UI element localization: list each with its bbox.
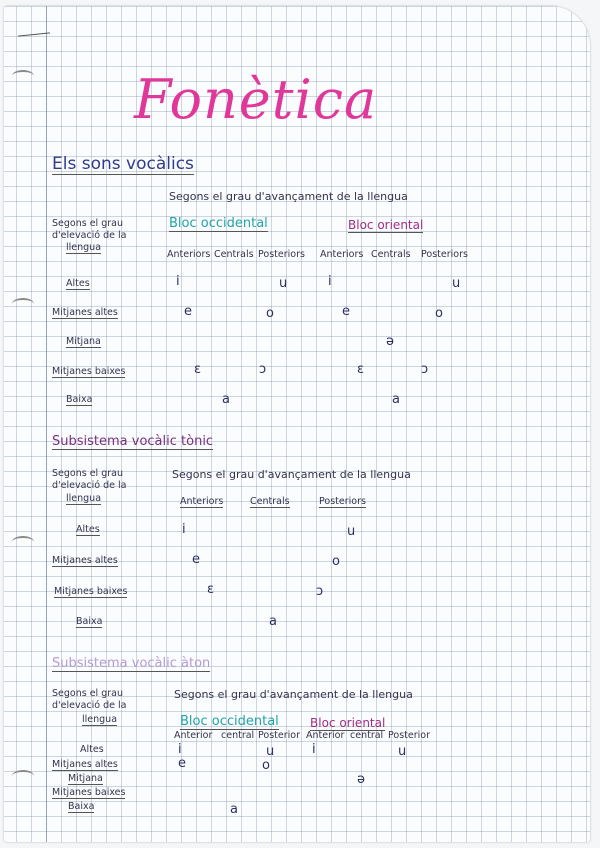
row-group-header: d'elevació de la xyxy=(52,230,127,241)
row-label: Altes xyxy=(66,278,90,289)
row-group-header: Segons el grau xyxy=(52,218,123,229)
section-heading: Els sons vocàlics xyxy=(52,154,194,174)
vowel-symbol: o xyxy=(435,306,443,321)
column-group-header: Segons el grau d'avançament de la llengua xyxy=(172,468,411,481)
vowel-symbol: o xyxy=(332,554,340,569)
vowel-symbol: i xyxy=(328,274,332,289)
column-group-header: Segons el grau d'avançament de la llengua xyxy=(169,190,408,203)
vowel-symbol: ɔ xyxy=(259,362,267,377)
section-heading: Subsistema vocàlic àton xyxy=(52,656,211,671)
row-group-header: llengua xyxy=(66,493,102,504)
column-label: Centrals xyxy=(371,249,411,260)
row-group-header: llengua xyxy=(82,714,118,725)
column-label: Posteriors xyxy=(319,496,366,507)
vowel-symbol: e xyxy=(178,756,186,771)
vowel-symbol: ə xyxy=(386,334,394,349)
block-label-west: Bloc occidental xyxy=(180,714,279,729)
vowel-symbol: u xyxy=(398,744,407,759)
vowel-symbol: i xyxy=(182,522,186,537)
row-group-header: Segons el grau xyxy=(52,468,123,479)
row-label: Mitjanes altes xyxy=(52,307,118,318)
vowel-symbol: u xyxy=(347,524,356,539)
row-label: Mitjana xyxy=(68,773,103,784)
vowel-symbol: o xyxy=(262,758,270,773)
binder-hole-mark xyxy=(12,298,34,310)
section-heading: Subsistema vocàlic tònic xyxy=(52,434,214,449)
block-label-west: Bloc occidental xyxy=(169,216,268,231)
block-label-east: Bloc oriental xyxy=(348,218,424,232)
notebook-page xyxy=(4,6,590,842)
row-group-header: Segons el grau xyxy=(52,688,123,699)
row-label: Mitjanes baixes xyxy=(54,586,128,597)
column-label: Centrals xyxy=(250,496,290,507)
vowel-symbol: ɔ xyxy=(421,362,429,377)
vowel-symbol: e xyxy=(184,304,192,319)
row-label: Mitjanes altes xyxy=(52,555,118,566)
vowel-symbol: ə xyxy=(357,772,365,787)
column-label: Posterior xyxy=(258,730,300,741)
column-label: Anteriors xyxy=(180,496,224,507)
row-group-header: llengua xyxy=(66,242,102,253)
column-label: Posteriors xyxy=(258,249,305,260)
row-label: Baixa xyxy=(68,801,95,812)
vowel-symbol: o xyxy=(266,306,274,321)
column-label: central xyxy=(350,730,384,741)
column-label: Posterior xyxy=(388,730,430,741)
column-label: Anteriors xyxy=(167,249,211,260)
vowel-symbol: u xyxy=(452,276,461,291)
block-label-east: Bloc oriental xyxy=(310,716,386,730)
vowel-symbol: ɔ xyxy=(316,584,324,599)
vowel-symbol: i xyxy=(312,742,316,757)
page-title: Fonètica xyxy=(134,68,378,131)
row-label: Baixa xyxy=(76,616,103,627)
vowel-symbol: ε xyxy=(207,582,215,597)
row-group-header: d'elevació de la xyxy=(52,480,127,491)
row-group-header: d'elevació de la xyxy=(52,700,127,711)
row-label: Mitjanes altes xyxy=(52,759,118,770)
row-label: Mitjanes baixes xyxy=(52,787,126,798)
column-label: Centrals xyxy=(214,249,254,260)
vowel-symbol: i xyxy=(178,742,182,757)
binder-hole-mark xyxy=(12,770,34,782)
row-label: Altes xyxy=(76,524,100,535)
vowel-symbol: a xyxy=(230,802,238,817)
margin-line xyxy=(46,6,47,842)
column-group-header: Segons el grau d'avançament de la llengua xyxy=(174,688,413,701)
vowel-symbol: e xyxy=(192,552,200,567)
row-label: Baixa xyxy=(66,394,93,405)
column-label: Posteriors xyxy=(421,249,468,260)
row-label: Altes xyxy=(80,744,104,755)
binder-hole-mark xyxy=(12,70,34,82)
vowel-symbol: ε xyxy=(194,362,202,377)
column-label: Anterior xyxy=(174,730,213,741)
column-label: Anteriors xyxy=(320,249,364,260)
row-label: Mitjana xyxy=(66,336,101,347)
column-label: central xyxy=(221,730,255,741)
vowel-symbol: a xyxy=(392,392,400,407)
binder-hole-mark xyxy=(12,536,34,548)
vowel-symbol: u xyxy=(266,744,275,759)
vowel-symbol: i xyxy=(176,274,180,289)
vowel-symbol: u xyxy=(279,276,288,291)
vowel-symbol: a xyxy=(269,614,277,629)
vowel-symbol: e xyxy=(342,304,350,319)
row-label: Mitjanes baixes xyxy=(52,366,126,377)
vowel-symbol: a xyxy=(222,392,230,407)
column-label: Anterior xyxy=(306,730,345,741)
vowel-symbol: ε xyxy=(357,362,365,377)
